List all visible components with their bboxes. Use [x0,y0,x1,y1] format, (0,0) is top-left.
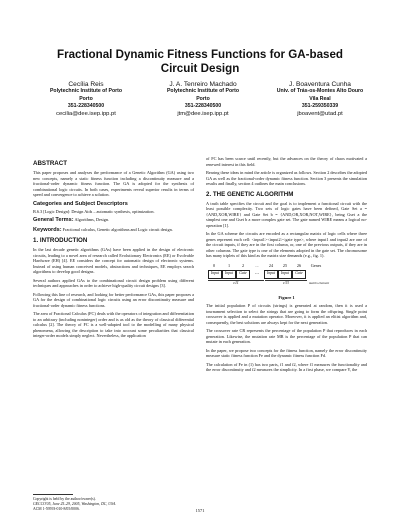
intro-heading: 1. INTRODUCTION [33,237,88,244]
author-block [30,81,376,118]
brace-label-c11: c11 [208,280,264,287]
gene-index: 2 [241,262,245,268]
paper-title [0,48,400,76]
author-phone: 351-259350339 [301,103,339,110]
general-terms [33,217,194,224]
gene-cell: Input [208,270,222,279]
gene-index: 0 [212,262,216,268]
author-email[interactable]: jboavent@utad.pt [297,110,343,117]
author-3 [264,81,376,118]
gene-index: ... [255,262,259,268]
author-affiliation: Polytechnic Institute of Porto [49,88,123,95]
author-name: Cecília Reis [68,81,104,88]
figure-caption: Figure 1 [278,294,295,300]
author-1 [30,81,142,118]
gene-cell: Input [264,270,278,279]
ga-paragraph-5: In the paper, we propose two concepts for the fitness function, namely the error discontinuity measure static fitness function Fe and the dynamic fitness function Fd. [206,347,367,358]
intro-paragraph-2: Several authors applied GAs to the combinational circuit design problem using different techniques and approaches in order to achieve high-quality circuit designs [3]. [33,277,194,288]
right-paragraph-1: Bearing these ideas in mind the article is organized as follows. Section 2 describes the adopted GA as well as the fractional-order dynamic fitness function. Section 3 presents the simulation results and finally, section 4 outlines the main conclusions. [206,170,367,186]
brace-label-c33: c33 [265,280,307,287]
title-line-2: Circuit Design [160,62,240,75]
gene-cell: Gate [292,270,306,279]
author-phone: 351-228340500 [184,103,222,110]
copyright-rule [33,494,73,495]
gene-index: 24 [268,262,274,268]
brace-label-matrix: matrix element [308,280,330,285]
keywords-label: Keywords: [33,226,62,233]
ga-paragraph-6: The calculation of Fe in (1) has two parts, f1 and f2, where f1 measures the functionality and the error discontinuity and f2 measures the simplicity. In a first phase, we compare Y, the [206,361,367,372]
categories-text: B.6.3 [Logic Design]: Design Aids – automatic synthesis, optimization. [33,208,155,214]
gene-cell: Input [222,270,236,279]
abstract-heading: ABSTRACT [33,160,68,167]
right-paragraph-0: of FC has been scarce until recently, but the advances on the theory of chaos motivated a renewed interest in this field. [206,156,367,167]
general-terms-text: Algorithms, Design. [74,217,110,222]
intro-paragraph-1: In the last decade genetic algorithms (GAs) have been applied in the design of electronic circuits, leading to a novel area of research called Evolutionary Electronics (EE) or Evolvable Hardware (EH) [4]. EE considers the concept for automatic design of electronic systems. Instead of using human conceived models, abstractions and techniques, EE employs search algorithms to develop good designs. [33,247,194,274]
author-name: J. Boaventura Cunha [289,81,351,88]
author-affiliation: Polytechnic Institute of Porto [166,88,240,95]
title-line-1: Fractional Dynamic Fitness Functions for GA-based [56,48,344,61]
figure-brace-labels [208,280,330,287]
author-affiliation: Univ. of Trás-os-Montes Alto Douro [276,88,364,95]
page-number: 1571 [195,508,205,513]
intro-paragraph-3: Following this line of research, and looking for better performance GAs, this paper proposes a GA for the design of combinational logic circuits using an error discontinuity measure and fractional-order dynamic fitness functions. [33,291,194,308]
copyright-line: GECCO'05, June 25–29, 2005, Washington, DC, USA. [33,502,117,506]
intro-paragraph-4: The area of Fractional Calculus (FC) deals with the operators of integration and differentiation to an arbitrary (including noninteger) order and is as old as the theory of classical differential calculus [2]. The theory of FC is a well-adapted tool to the modelling of many physical phenomena, allowing the description to take into account some peculiarities that classical integer-order models simply neglect. Nevertheless, the application [33,311,194,338]
ga-heading: 2. THE GENETIC ALGORITHM [206,190,294,198]
keywords-text: Fractional calculus, Genetic algorithms and Logic circuit design. [62,226,173,232]
categories-heading: Categories and Subject Descriptors [33,200,128,207]
abstract-text: This paper proposes and analyses the performance of a Genetic Algorithm (GA) using two new concepts, namely a static fitness function including a discontinuity measure and a fractional-order dynamic fitness function. The GA is adopted for the synthesis of combinational logic circuits. In both cases, experiments reveal superior results in terms of speed and convergence to achieve a solution. [33,170,194,197]
author-city: Porto [79,95,93,102]
right-column [206,156,367,376]
author-email[interactable]: cecilia@dee.isep.ipp.pt [56,110,116,117]
general-terms-label: General Terms: [33,217,74,223]
left-column [33,156,194,342]
ga-paragraph-4: The crossover rate CR represents the percentage of the population P that reproduces in each generation. Likewise, the mutation rate MR is the percentage of the population P that can mutate in each generation. [206,328,367,344]
chromosome-row [208,270,306,279]
author-phone: 351-228340500 [67,103,105,110]
copyright-line: ACM 1-59593-010-8/05/0006. [33,507,80,511]
author-city: Vila Real [309,95,331,102]
keywords [33,227,194,234]
ga-paragraph-3: The initial population P of circuits (strings) is generated at random, then it is used a tournament selection to select the strings that are going to form the offspring. Single point crossover is applied and a mutation operator. Moreover, it is applied an elitist algorithm and, consequently, the best solutions are always kept for the next generation. [206,303,367,325]
gene-cell: Gate [236,270,250,279]
author-email[interactable]: jtm@dee.isep.ipp.pt [177,110,229,117]
gene-index: 26 [296,262,302,268]
copyright-line: Copyright is held by the author/owner(s). [33,497,96,501]
author-name: J. A. Tenreiro Machado [169,81,237,88]
gene-cell: Input [278,270,292,279]
chromosome-figure [206,263,367,293]
author-2 [147,81,259,118]
gene-index: 25 [282,262,288,268]
ga-paragraph-2: In the GA scheme the circuits are encoded as a rectangular matrix of logic cells where three genes represent each cell: <input1><input2><gate type>, where input1 and input2 are one of the circuit inputs, if they are in the first column, or, one of the previous outputs, if they are in other columns. The gate type is one of the elements adopted in the gate set. The chromosome has many triplets of this kind as the matrix size demands (e.g., fig. 1). [206,231,367,258]
gene-index: 1 [227,262,231,268]
genes-label: Genes [310,262,322,268]
ga-paragraph-1: A truth table specifies the circuit and the goal is to implement a functional circuit with the least possible complexity. Two sets of logic gates have been defined, Gate Set a = {AND,XOR,WIRE} and Gate Set b = {AND,OR,XOR,NOT,WIRE}, being Gset a the simplest one and Gset b a more complex gate set. The gate named WIRE means a logical no-operation [1]. [206,200,367,228]
gene-gap: ... [255,271,259,277]
author-city: Porto [196,95,210,102]
gene-index-row [206,263,367,269]
